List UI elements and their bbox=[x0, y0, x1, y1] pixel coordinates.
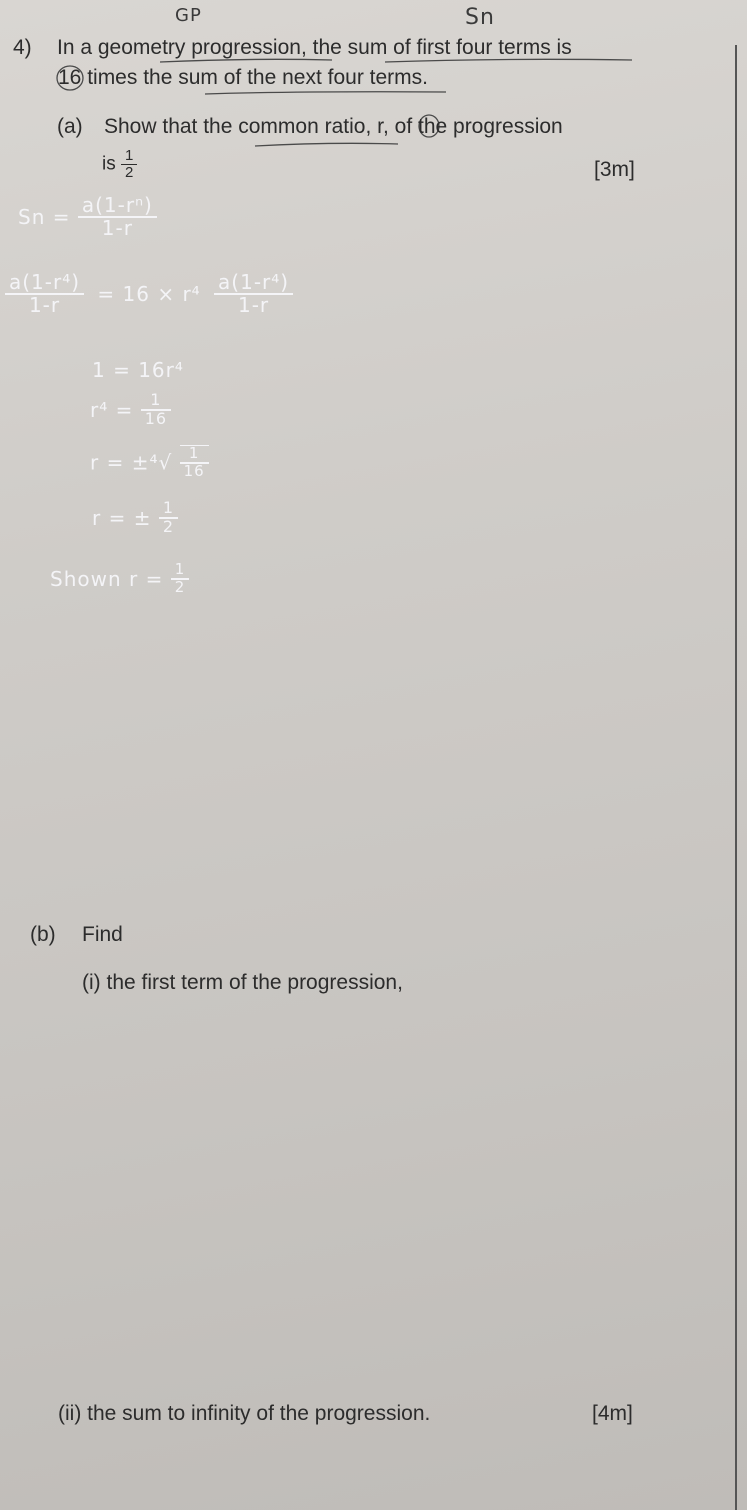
part-a-label: (a) bbox=[57, 115, 83, 138]
lhs-denominator: 1-r bbox=[28, 293, 61, 317]
work-line-6 bbox=[92, 500, 178, 536]
work-line-5 bbox=[90, 445, 209, 480]
r-pm-numerator: 1 bbox=[159, 500, 178, 519]
lhs-fraction bbox=[5, 272, 84, 316]
shown-denominator: 2 bbox=[174, 577, 186, 596]
root-fraction bbox=[180, 445, 209, 480]
part-a-ratio-fraction bbox=[121, 148, 137, 181]
question-line-2-rest: times the sum of the next four terms. bbox=[81, 66, 428, 89]
part-b-ii-marks: [4m] bbox=[592, 1402, 633, 1425]
sn-formula-fraction bbox=[78, 195, 157, 239]
root-lhs: r = ± bbox=[90, 450, 150, 475]
ratio-numerator: 1 bbox=[121, 148, 137, 165]
work-line-3: 1 = 16r⁴ bbox=[92, 358, 184, 382]
r-pm-fraction bbox=[159, 500, 178, 536]
note-sn: Sn bbox=[465, 5, 495, 30]
work-line-equation bbox=[5, 272, 293, 316]
sn-denominator: 1-r bbox=[101, 216, 133, 240]
r4-numerator: 1 bbox=[141, 392, 171, 411]
question-line-1: In a geometry progression, the sum of first four terms is bbox=[57, 36, 572, 59]
part-b-label: (b) bbox=[30, 923, 56, 946]
rhs-fraction bbox=[214, 272, 293, 316]
r4-lhs: r⁴ = bbox=[90, 397, 134, 422]
shown-numerator: 1 bbox=[171, 562, 190, 580]
rhs-numerator: a(1-r⁴) bbox=[214, 272, 293, 295]
sn-numerator: a(1-rⁿ) bbox=[78, 195, 157, 218]
part-a-marks: [3m] bbox=[594, 158, 635, 181]
part-b-i-text: (i) the first term of the progression, bbox=[82, 971, 403, 994]
r-pm-denominator: 2 bbox=[162, 516, 174, 536]
work-line-sn bbox=[18, 195, 157, 239]
equation-middle: = 16 × r⁴ bbox=[97, 282, 201, 306]
question-multiplier: 16 bbox=[58, 66, 82, 89]
work-line-4 bbox=[90, 392, 171, 428]
r4-denominator: 16 bbox=[144, 408, 168, 428]
root-numerator: 1 bbox=[180, 446, 209, 464]
fourth-root-sign: ⁴√ bbox=[149, 450, 173, 475]
question-line-2 bbox=[58, 66, 428, 90]
part-b-find: Find bbox=[82, 923, 123, 946]
r4-fraction bbox=[141, 392, 171, 428]
shown-fraction bbox=[171, 562, 190, 596]
part-a-is-label: is bbox=[102, 153, 116, 175]
part-a-text: Show that the common ratio, r, of the progression bbox=[104, 115, 563, 138]
part-b-ii-text: (ii) the sum to infinity of the progression. bbox=[58, 1402, 431, 1425]
lhs-numerator: a(1-r⁴) bbox=[5, 272, 84, 295]
note-gp: GP bbox=[175, 5, 202, 26]
shown-lhs: Shown r = bbox=[50, 566, 164, 591]
r-pm-lhs: r = ± bbox=[92, 505, 152, 530]
root-denominator: 16 bbox=[183, 461, 205, 480]
work-line-7 bbox=[50, 562, 189, 596]
ratio-denominator: 2 bbox=[125, 163, 134, 181]
question-number: 4) bbox=[13, 36, 32, 59]
rhs-denominator: 1-r bbox=[237, 293, 270, 317]
sn-lhs: Sn = bbox=[18, 205, 71, 229]
part-a-is bbox=[102, 148, 137, 181]
